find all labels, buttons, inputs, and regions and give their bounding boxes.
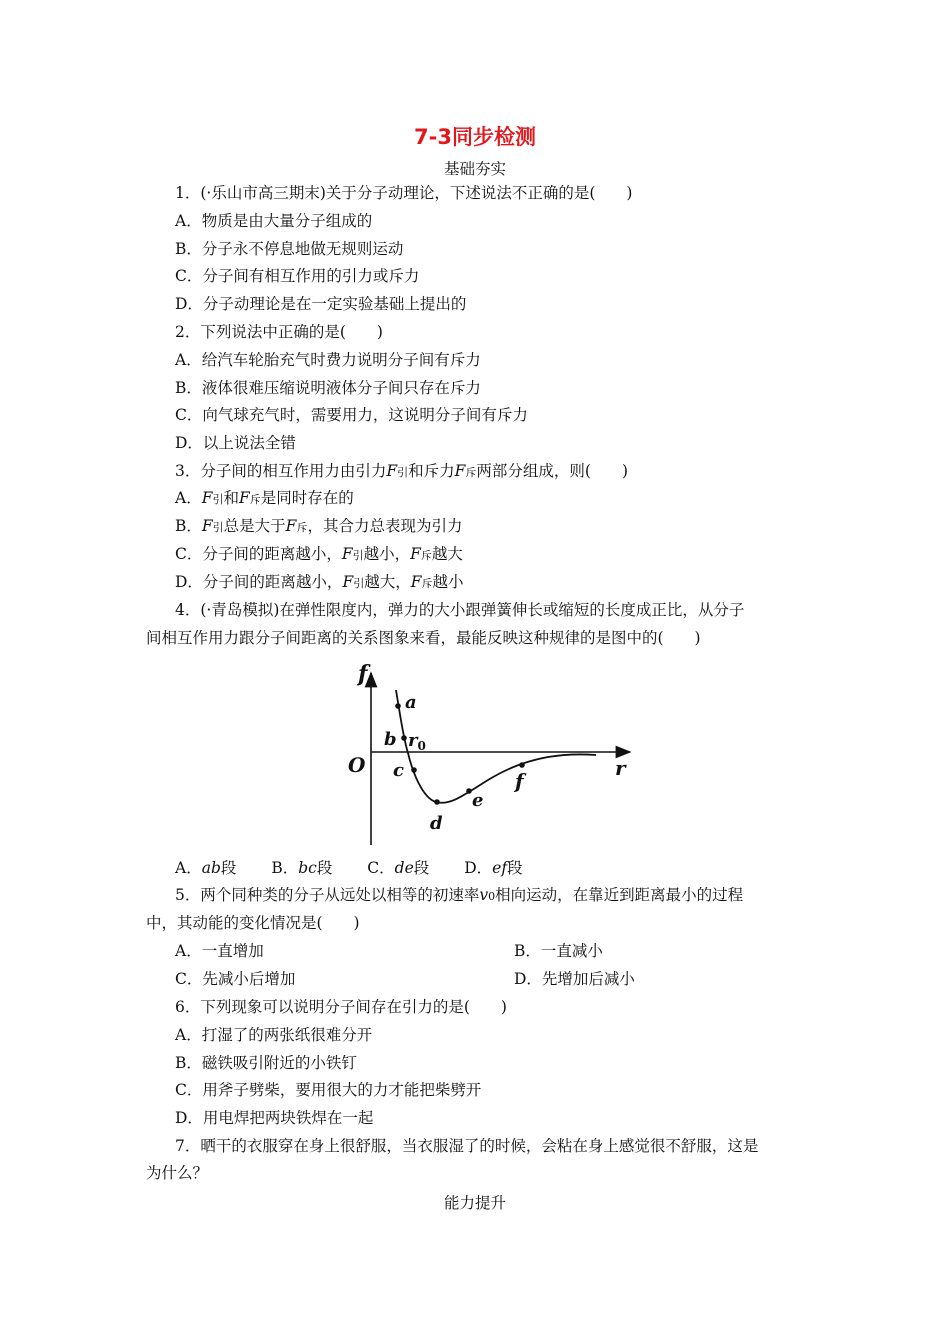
force-subscript: 斥 [420,549,432,562]
origin-label: O [348,753,366,777]
question-2-option-d: D．以上说法全错 [175,434,296,452]
r0-subscript: 0 [417,739,426,753]
question-1-stem: 1．(·乐山市高三期末)关于分子动理论，下述说法不正确的是( ) [175,184,633,202]
point-a [395,703,401,709]
label-c: c [393,760,404,781]
question-3-option-d [175,571,464,595]
force-curve [396,690,596,803]
q3-stem-text: 和斥力 [408,462,455,480]
question-2-option-a: A．给汽车轮胎充气时费力说明分子间有斥力 [175,351,481,369]
label-f: f [515,769,524,793]
velocity-symbol: v [479,886,489,904]
question-6-option-b: B．磁铁吸引附近的小铁钉 [175,1054,357,1072]
section-heading-advanced: 能力提升 [443,1194,506,1212]
question-1-option-b: B．分子永不停息地做无规则运动 [175,240,404,258]
force-symbol: F [410,573,422,591]
option-text: A． [175,489,202,507]
q4-option-d: D．ef段 [464,859,523,877]
question-4-line-1: 4．(·青岛模拟)在弹性限度内，弹力的大小跟弹簧伸长或缩短的长度成正比，从分子 [175,601,745,619]
question-5-line-1 [175,884,743,908]
point-f [519,762,525,768]
force-symbol: F [341,545,353,563]
label-r0 [408,730,426,753]
question-5-option-d: D．先增加后减小 [514,970,635,988]
label-b: b [384,729,397,750]
question-4-options [175,857,523,879]
force-symbol: F [454,462,466,480]
q3-stem-text: 3．分子间的相互作用力由引力 [175,462,387,480]
point-d [434,799,440,805]
q4-option-c: C．de段 [367,859,430,877]
point-b [401,735,407,741]
question-2-stem: 2．下列说法中正确的是( ) [175,323,383,341]
point-c [411,767,417,773]
question-5-option-c: C．先减小后增加 [175,970,296,988]
question-6-stem: 6．下列现象可以说明分子间存在引力的是( ) [175,998,507,1016]
question-4-line-2: 间相互作用力跟分子间距离的关系图象来看，最能反映这种规律的是图中的( ) [146,629,701,647]
question-2-option-b: B．液体很难压缩说明液体分子间只存在斥力 [175,379,481,397]
question-3-option-a [175,487,354,511]
label-d: d [430,813,443,834]
force-subscript: 斥 [421,577,433,590]
question-5-option-b: B．一直减小 [514,942,603,960]
question-1-option-c: C．分子间有相互作用的引力或斥力 [175,267,420,285]
force-subscript: 引 [353,577,365,590]
question-5-option-a: A．一直增加 [175,942,264,960]
section-heading-basic: 基础夯实 [443,160,506,178]
question-5-line-2: 中，其动能的变化情况是( ) [146,914,360,932]
question-3-option-c [175,543,463,567]
question-1-option-a: A．物质是由大量分子组成的 [175,212,373,230]
question-6-option-d: D．用电焊把两块铁焊在一起 [175,1109,374,1127]
label-a: a [405,692,417,713]
r0-symbol: r [408,730,418,751]
q4-option-a: A．ab段 [175,859,237,877]
question-6-option-c: C．用斧子劈柴，要用很大的力才能把柴劈开 [175,1081,482,1099]
option-text: 越小 [432,573,464,591]
force-subscript: 引 [397,466,409,479]
question-7-line-2: 为什么？ [146,1164,209,1182]
x-axis-label: r [615,756,626,780]
option-text: B． [175,517,202,535]
force-subscript: 斥 [296,521,308,534]
force-distance-graph [338,655,638,850]
y-axis-label: f [358,661,368,687]
force-symbol: F [285,517,297,535]
force-subscript: 斥 [465,466,477,479]
force-subscript: 引 [352,549,364,562]
option-text: 是同时存在的 [260,489,354,507]
question-3-option-b [175,515,462,539]
option-text: C．分子间的距离越小， [175,545,342,563]
force-symbol: F [201,517,213,535]
option-text: 越小， [363,545,411,563]
option-text: 越大 [431,545,463,563]
question-3-stem [175,460,628,484]
q5-text: 相向运动，在靠近到距离最小的过程 [495,886,744,904]
q4-option-b: B．bc段 [271,859,333,877]
label-e: e [472,790,484,811]
force-subscript: 引 [212,521,224,534]
q5-text: 5．两个同种类的分子从远处以相等的初速率 [175,886,480,904]
q3-stem-text: 两部分组成，则( ) [476,462,629,480]
point-e [466,788,472,794]
force-symbol: F [201,489,213,507]
force-subscript: 引 [212,493,224,506]
page-title: 7-3同步检测 [414,125,536,149]
question-6-option-a: A．打湿了的两张纸很难分开 [175,1026,373,1044]
force-symbol: F [410,545,421,563]
velocity-subscript: 0 [488,890,496,903]
force-subscript: 斥 [249,493,261,506]
question-2-option-c: C．向气球充气时，需要用力，这说明分子间有斥力 [175,406,528,424]
option-text: 越大， [364,573,411,591]
option-text: 总是大于 [223,517,286,535]
option-text: ，其合力总表现为引力 [307,517,463,535]
force-symbol: F [386,462,398,480]
question-7-line-1: 7．晒干的衣服穿在身上很舒服，当衣服湿了的时候，会粘在身上感觉很不舒服，这是 [175,1137,759,1155]
option-text: D．分子间的距离越小， [175,573,343,591]
question-1-option-d: D．分子动理论是在一定实验基础上提出的 [175,295,467,313]
option-text: 和 [223,489,239,507]
force-symbol: F [238,489,250,507]
force-symbol: F [342,573,354,591]
